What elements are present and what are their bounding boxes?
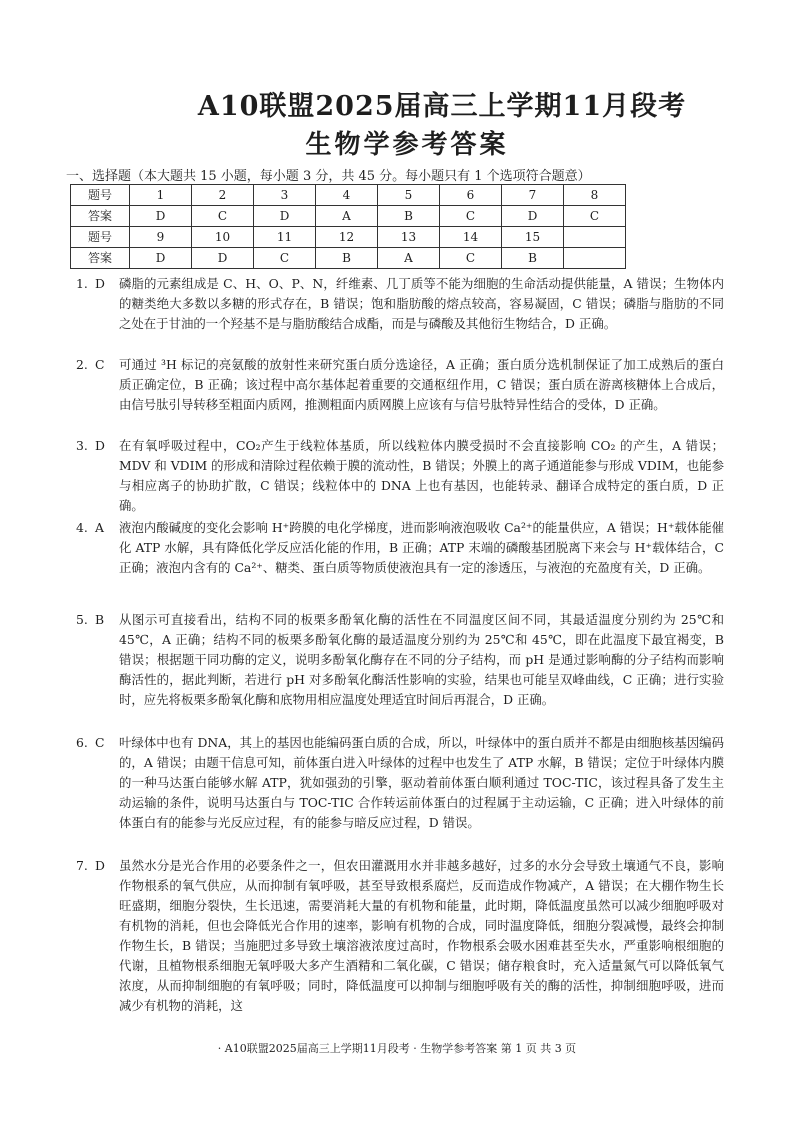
question-answer: C	[95, 735, 105, 750]
table-cell: C	[440, 206, 502, 227]
table-cell: C	[254, 248, 316, 269]
table-cell: 8	[564, 185, 626, 206]
question-answer: A	[95, 520, 104, 535]
page-title: A10联盟2025届高三上学期11月段考	[197, 91, 687, 122]
question-item	[76, 856, 724, 1016]
section-heading: 一、选择题（本大题共 15 小题，每小题 3 分，共 45 分。每小题只有 1 个选项符合题意）	[66, 169, 591, 184]
table-cell: 3	[254, 185, 316, 206]
question-explanation: 从图示可直接看出，结构不同的板栗多酚氧化酶的活性在不同温度区间不同，其最适温度分别约为 25℃和 45℃，A 正确；结构不同的板栗多酚氧化酶的最适温度分别约为 25℃和 45℃，即在此温度下最宜褐变，B 错误；根据题干同功酶的定义，说明多酚氧化酶存在不同的分子结构，而 pH 是通过影响酶的分子结构而影响酶活性的，据此判断，若进行 pH 对多酚氧化酶活性影响的实验，结果也可能呈双峰曲线，C 正确；进行实验时，应先将板栗多酚氧化酶和底物用相应温度处理适宜时间后再混合，D 正确。	[119, 612, 724, 707]
table-row-header: 答案	[71, 206, 130, 227]
table-row	[71, 227, 626, 248]
table-row	[71, 206, 626, 227]
question-item	[76, 355, 724, 415]
question-explanation: 虽然水分是光合作用的必要条件之一，但农田灌溉用水并非越多越好，过多的水分会导致土壤通气不良，影响作物根系的氧气供应，从而抑制有氧呼吸，甚至导致根系腐烂，反而造成作物减产，A 错误；在大棚作物生长旺盛期，细胞分裂快，生长迅速，需要消耗大量的有机物和能量，此时期，降低温度虽然可以减少细胞呼吸对有机物的消耗，但也会降低光合作用的速率，影响有机物的合成，同时温度降低，细胞分裂减慢，最终会抑制作物生长，B 错误；当施肥过多导致土壤溶液浓度过高时，作物根系会吸水困难甚至失水，严重影响根细胞的代谢，且植物根系细胞无氧呼吸大多产生酒精和二氧化碳，C 错误；储存粮食时，充入适量氮气可以降低氧气浓度，从而抑制细胞的有氧呼吸；同时，降低温度可以抑制与细胞呼吸有关的酶的活性，抑制细胞呼吸，进而减少有机物的消耗，这	[119, 858, 724, 1013]
table-cell: D	[130, 206, 192, 227]
question-number: 3.	[76, 438, 88, 453]
question-explanation: 可通过 ³H 标记的亮氨酸的放射性来研究蛋白质分选途径，A 正确；蛋白质分选机制保证了加工成熟后的蛋白质正确定位，B 正确；该过程中高尔基体起着重要的交通枢纽作用，C 错误；蛋白质在游离核糖体上合成后，由信号肽引导转移至粗面内质网，推测粗面内质网膜上应该有与信号肽特异性结合的受体，D 正确。	[119, 357, 724, 412]
page-subtitle: 生物学参考答案	[305, 130, 509, 160]
question-explanation: 叶绿体中也有 DNA，其上的基因也能编码蛋白质的合成，所以，叶绿体中的蛋白质并不都是由细胞核基因编码的，A 错误；由题干信息可知，前体蛋白进入叶绿体的过程中也发生了 ATP 水解，B 错误；定位于叶绿体内膜的一种马达蛋白能够水解 ATP，犹如强劲的引擎，驱动着前体蛋白顺利通过 TOC-TIC，该过程具备了发生主动运输的条件，说明马达蛋白与 TOC-TIC 合作转运前体蛋白的过程属于主动运输，C 正确；进入叶绿体的前体蛋白有的能参与光反应过程，有的能参与暗反应过程，D 错误。	[119, 735, 724, 830]
table-cell: D	[254, 206, 316, 227]
table-cell: 15	[502, 227, 564, 248]
table-cell	[564, 227, 626, 248]
question-explanation: 磷脂的元素组成是 C、H、O、P、N，纤维素、几丁质等不能为细胞的生命活动提供能量，A 错误；生物体内的糖类绝大多数以多糖的形式存在，B 错误；饱和脂肪酸的熔点较高，容易凝固，C 错误；磷脂与脂肪的不同之处在于甘油的一个羟基不是与脂肪酸结合成酯，而是与磷酸及其他衍生物结合，D 正确。	[119, 276, 724, 331]
table-row	[71, 248, 626, 269]
table-cell: 14	[440, 227, 502, 248]
table-cell: A	[316, 206, 378, 227]
question-number: 7.	[76, 858, 88, 873]
question-item	[76, 436, 724, 516]
question-number: 6.	[76, 735, 88, 750]
table-cell: B	[378, 206, 440, 227]
question-explanation: 在有氧呼吸过程中，CO₂产生于线粒体基质，所以线粒体内膜受损时不会直接影响 CO₂ 的产生，A 错误；MDV 和 VDIM 的形成和清除过程依赖于膜的流动性，B 错误；外膜上的离子通道能参与形成 VDIM，也能参与相应离子的协助扩散，C 错误；线粒体中的 DNA 上也有基因，也能转录、翻译合成特定的蛋白质，D 正确。	[119, 438, 724, 513]
table-cell: D	[192, 248, 254, 269]
table-row	[71, 185, 626, 206]
table-cell: 12	[316, 227, 378, 248]
question-answer: B	[95, 612, 105, 627]
table-cell: 11	[254, 227, 316, 248]
question-answer: C	[95, 357, 105, 372]
question-item	[76, 518, 724, 578]
table-cell: 5	[378, 185, 440, 206]
table-cell: D	[130, 248, 192, 269]
table-cell: C	[564, 206, 626, 227]
table-cell: C	[440, 248, 502, 269]
question-answer: D	[95, 276, 105, 291]
question-number: 1.	[76, 276, 88, 291]
answer-table	[70, 184, 626, 269]
question-item	[76, 274, 724, 334]
table-cell: C	[192, 206, 254, 227]
table-row-header: 题号	[71, 185, 130, 206]
table-cell: 2	[192, 185, 254, 206]
table-cell: A	[378, 248, 440, 269]
table-row-header: 答案	[71, 248, 130, 269]
question-number: 5.	[76, 612, 88, 627]
question-explanation: 液泡内酸碱度的变化会影响 H⁺跨膜的电化学梯度，进而影响液泡吸收 Ca²⁺的能量供应，A 错误；H⁺载体能催化 ATP 水解，具有降低化学反应活化能的作用，B 正确；ATP 末端的磷酸基团脱离下来会与 H⁺载体结合，C 正确；液泡内含有的 Ca²⁺、糖类、蛋白质等物质使液泡具有一定的渗透压，与液泡的充盈度有关，D 正确。	[119, 520, 724, 575]
question-answer: D	[95, 438, 105, 453]
table-cell	[564, 248, 626, 269]
question-item	[76, 610, 724, 710]
table-cell: 9	[130, 227, 192, 248]
table-cell: 4	[316, 185, 378, 206]
question-number: 2.	[76, 357, 88, 372]
table-cell: 6	[440, 185, 502, 206]
question-item	[76, 733, 724, 833]
table-cell: 7	[502, 185, 564, 206]
table-cell: B	[502, 248, 564, 269]
table-cell: 13	[378, 227, 440, 248]
table-row-header: 题号	[71, 227, 130, 248]
table-cell: 10	[192, 227, 254, 248]
question-answer: D	[95, 858, 105, 873]
table-cell: B	[316, 248, 378, 269]
table-cell: D	[502, 206, 564, 227]
table-cell: 1	[130, 185, 192, 206]
page-footer: · A10联盟2025届高三上学期11月段考 · 生物学参考答案 第 1 页 共 3 页	[217, 1042, 577, 1055]
question-number: 4.	[76, 520, 88, 535]
